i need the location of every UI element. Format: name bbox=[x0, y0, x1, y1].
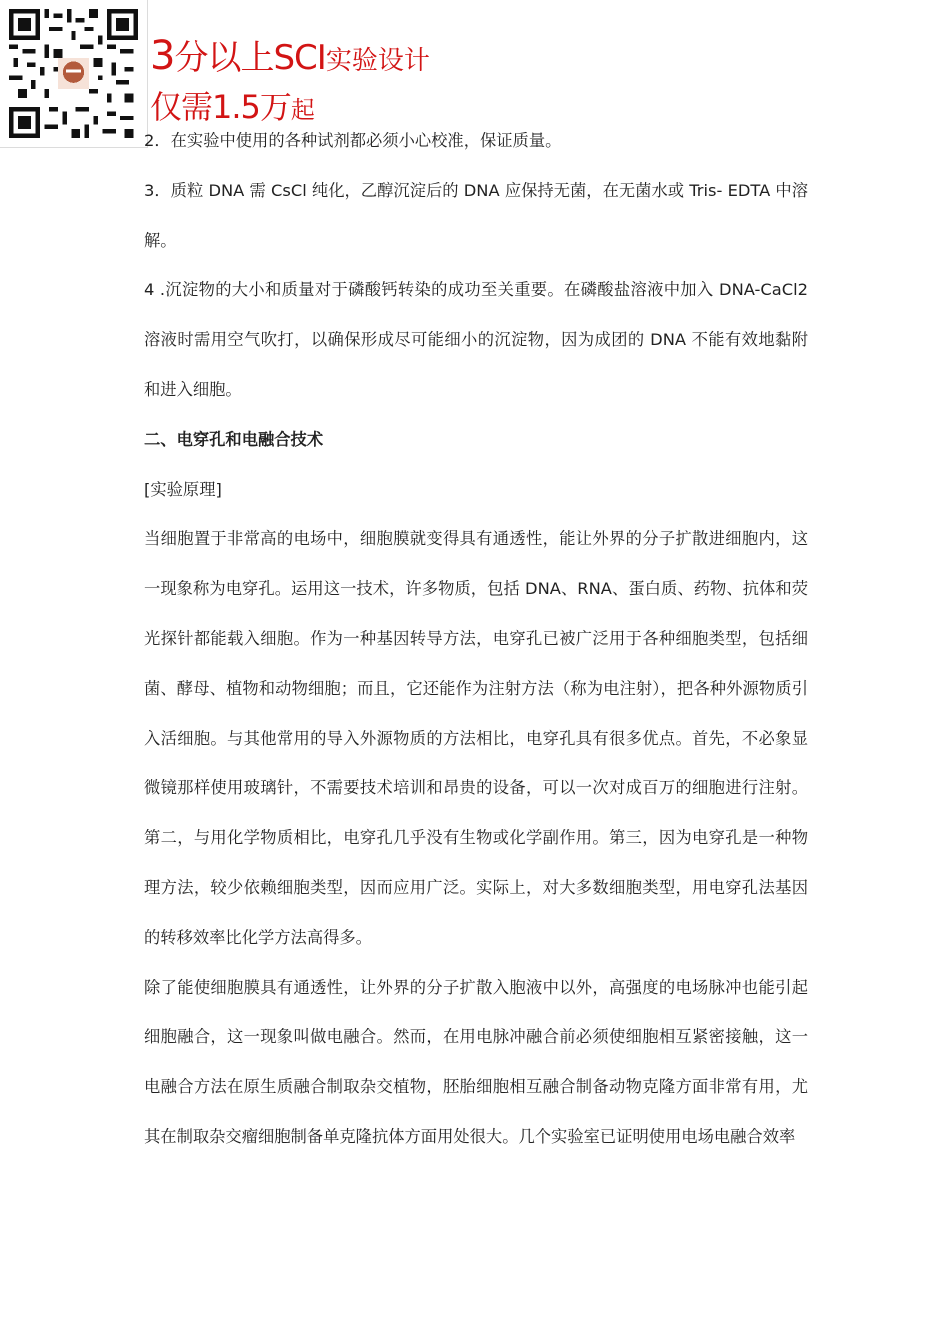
paragraph-reagent-calibration: 2．在实验中使用的各种试剂都必须小心校准，保证质量。 bbox=[144, 131, 562, 150]
section-heading: 二、电穿孔和电融合技术 bbox=[144, 429, 324, 449]
subsection-label: [实验原理] bbox=[144, 479, 222, 499]
qr-code bbox=[0, 0, 148, 148]
ad-text-sci: 分以上SCI bbox=[174, 38, 326, 78]
paragraph-plasmid-purification: 3．质粒 DNA 需 CsCl 纯化，乙醇沉淀后的 DNA 应保持无菌，在无菌水或 Tris- EDTA 中溶解。 bbox=[144, 180, 808, 250]
qr-code-icon bbox=[9, 9, 138, 138]
ad-price-suffix: 起 bbox=[290, 96, 315, 124]
ad-number: 3 bbox=[150, 33, 175, 79]
ad-headline bbox=[150, 30, 430, 80]
ad-text-design: 实验设计 bbox=[325, 46, 430, 76]
document-body bbox=[144, 116, 808, 1162]
paragraph-precipitate: 4 .沉淀物的大小和质量对于磷酸钙转染的成功至关重要。在磷酸盐溶液中加入 DNA-CaCl2 溶液时需用空气吹打，以确保形成尽可能细小的沉淀物，因为成团的 DNA 不能有效地黏附和进入细胞。 bbox=[144, 280, 808, 399]
paragraph-electroporation: 当细胞置于非常高的电场中，细胞膜就变得具有通透性，能让外界的分子扩散进细胞内，这一现象称为电穿孔。运用这一技术，许多物质，包括 DNA、RNA、蛋白质、药物、抗体和荧光探针都能载入细胞。作为一种基因转导方法，电穿孔已被广泛用于各种细胞类型，包括细菌、酵母、植物和动物细胞；而且，它还能作为注射方法（称为电注射），把各种外源物质引入活细胞。与其他常用的导入外源物质的方法相比，电穿孔具有很多优点。首先，不必象显微镜那样使用玻璃针，不需要技术培训和昂贵的设备，可以一次对成百万的细胞进行注射。第二，与用化学物质相比，电穿孔几乎没有生物或化学副作用。第三，因为电穿孔是一种物理方法，较少依赖细胞类型，因而应用广泛。实际上，对大多数细胞类型，用电穿孔法基因的转移效率比化学方法高得多。 bbox=[144, 529, 808, 947]
paragraph-electrofusion: 除了能使细胞膜具有通透性，让外界的分子扩散入胞液中以外，高强度的电场脉冲也能引起细胞融合，这一现象叫做电融合。然而，在用电脉冲融合前必须使细胞相互紧密接触，这一电融合方法在原生质融合制取杂交植物，胚胎细胞相互融合制备动物克隆方面非常有用，尤其在制取杂交瘤细胞制备单克隆抗体方面用处很大。几个实验室已证明使用电场电融合效率 bbox=[144, 977, 808, 1146]
ad-price-text: 仅需1.5万 bbox=[150, 88, 291, 126]
